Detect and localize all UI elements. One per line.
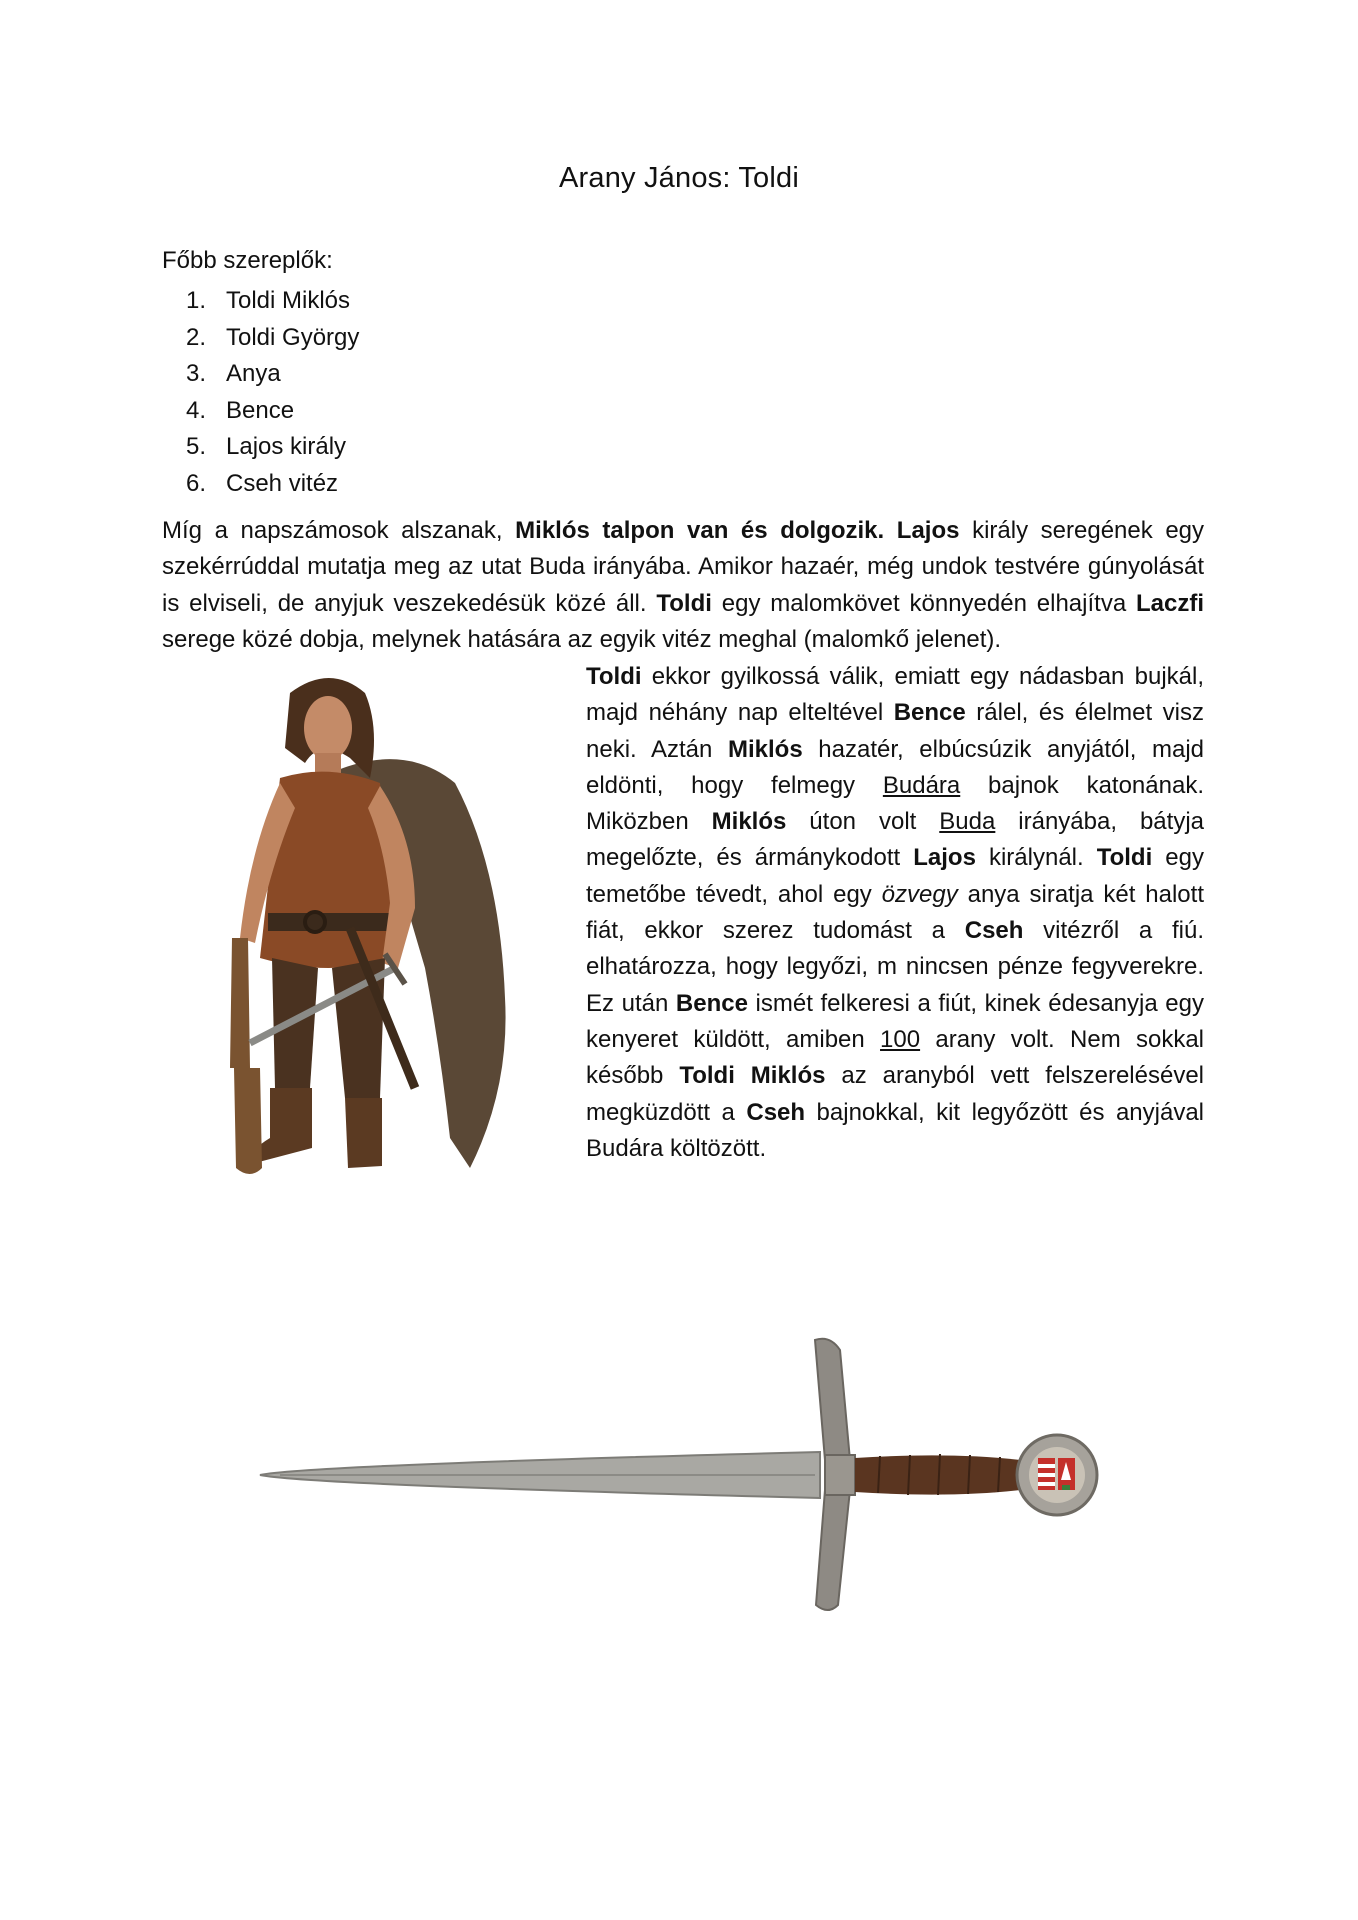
cast-heading: Főbb szereplők: [162, 247, 333, 274]
list-item: 4. Bence [185, 396, 295, 424]
list-item: 6. Cseh vitéz [185, 469, 339, 497]
paragraph-story: Toldi ekkor gyilkossá válik, emiatt egy nádasban bujkál, majd néhány nap elteltével Bence rálel, és élelmet visz neki. Aztán Miklós hazatér, elbúcsúzik anyjától, majd eldönti, hogy felmegy Budára bajnok katonának. Miközben Miklós úton volt Buda irányába, bátyja megelőzte, és ármánykodott Lajos királynál. Toldi egy temetőbe tévedt, ahol egy özvegy anya siratja két halott fiát, ekkor szerez tudomást a Cseh vitézről a fiú. elhatározza, hogy legyőzi, m nincsen pénze fegyverekre. Ez után Bence ismét felkeresi a fiút, kinek édesanyja egy kenyeret küldött, amiben 100 arany volt. Nem sokkal később Toldi Miklós az aranyból vett felszerelésével megküzdött a Cseh bajnokkal, kit legyőzött és anyjával Budára költözött. [586, 663, 1205, 1162]
page-title: Arany János: Toldi [558, 162, 800, 194]
list-item: 3. Anya [185, 360, 281, 387]
cast-list [162, 283, 359, 502]
list-item: 2. Toldi György [185, 323, 360, 351]
list-item: 5. Lajos király [185, 433, 347, 460]
warrior-illustration [200, 668, 530, 1298]
sword-illustration [250, 1330, 1110, 1620]
paragraph-intro: Míg a napszámosok alszanak, Miklós talpon van és dolgozik. Lajos király seregének egy szekérrúddal mutatja meg az utat Buda irányába. Amikor hazaér, még undok testvére gúnyolását is elviseli, de anyjuk veszekedésük közé áll. Toldi egy malomkövet könnyedén elhajítva Laczfi serege közé dobja, melynek hatására az egyik vitéz meghal (malomkő jelenet). [162, 517, 1205, 653]
list-item: 1. Toldi Miklós [185, 287, 351, 314]
